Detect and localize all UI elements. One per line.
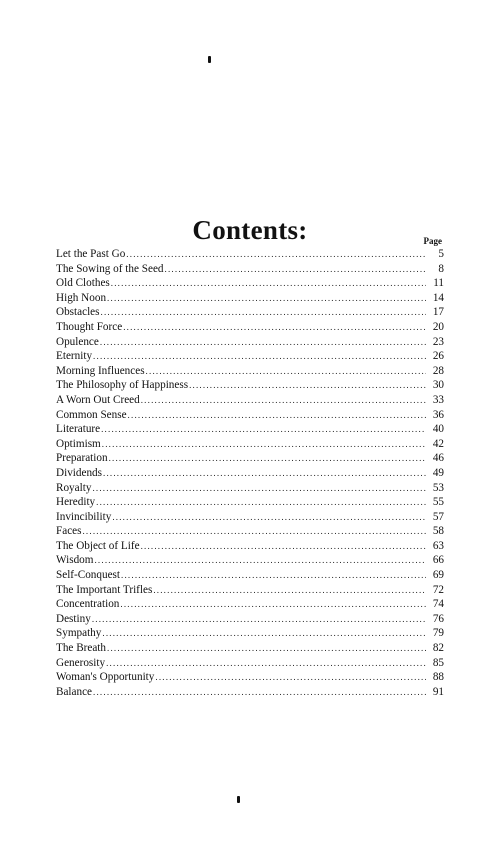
toc-entry: [56, 612, 444, 627]
toc-entry-title: Common Sense: [56, 408, 127, 421]
toc-entry-title: Old Clothes: [56, 277, 110, 290]
toc-entry: [56, 583, 444, 598]
dot-leader: [96, 495, 426, 510]
dot-leader: [93, 685, 426, 700]
dot-leader: [123, 320, 426, 335]
toc-entry-page: 5: [438, 248, 444, 260]
toc-entry-page: 91: [432, 685, 444, 698]
dot-leader: [153, 583, 426, 598]
toc-entry: [56, 656, 444, 671]
toc-entry-title: Concentration: [56, 598, 120, 611]
toc-entry-page: 11: [433, 277, 444, 290]
toc-entry-title: Destiny: [56, 612, 91, 625]
toc-entry-title: Sympathy: [56, 627, 102, 640]
toc-entry-title: Balance: [56, 685, 93, 698]
toc-entry-page: 66: [432, 554, 444, 567]
dot-leader: [112, 510, 426, 525]
toc-entry-title: The Object of Life: [56, 539, 140, 552]
dot-leader: [93, 349, 426, 364]
toc-entry-page: 79: [432, 627, 444, 640]
toc-entry-page: 40: [432, 423, 444, 436]
dot-leader: [146, 364, 426, 379]
toc-entry-title: Royalty: [56, 481, 92, 494]
toc-entry-page: 17: [432, 306, 444, 319]
toc-entry: [56, 553, 444, 568]
toc-entry-page: 49: [432, 466, 444, 479]
toc-entry-page: 76: [432, 612, 444, 625]
toc-entry-page: 20: [432, 320, 444, 333]
toc-entry-title: Self-Conquest: [56, 569, 121, 582]
dot-leader: [102, 437, 426, 452]
toc-entry-title: Obstacles: [56, 306, 100, 319]
toc-entry-title: The Sowing of the Seed: [56, 262, 164, 275]
toc-entry-page: 74: [432, 598, 444, 611]
toc-entry: [56, 685, 444, 700]
toc-entry: [56, 626, 444, 641]
dot-leader: [101, 422, 426, 437]
dot-leader: [141, 539, 426, 554]
dot-leader: [107, 641, 426, 656]
toc-entry-title: The Philosophy of Happiness: [56, 379, 189, 392]
toc-entry: [56, 466, 444, 481]
toc-entry: [56, 597, 444, 612]
toc-entry-title: The Breath: [56, 642, 107, 655]
toc-entry-title: Thought Force: [56, 320, 123, 333]
dot-leader: [107, 291, 426, 306]
dot-leader: [92, 612, 426, 627]
toc-entry-page: 36: [432, 408, 444, 421]
toc-entry-page: 72: [432, 583, 444, 596]
toc-entry-page: 53: [432, 481, 444, 494]
toc-entry: [56, 568, 444, 583]
toc-entry-page: 33: [432, 393, 444, 406]
dot-leader: [100, 335, 426, 350]
toc-entry-page: 63: [432, 539, 444, 552]
toc-entry: [56, 422, 444, 437]
toc-entry: [56, 393, 444, 408]
dot-leader: [101, 305, 427, 320]
toc-entry-title: A Worn Out Creed: [56, 393, 140, 406]
dot-leader: [103, 466, 426, 481]
toc-entry: [56, 408, 444, 423]
toc-entry-title: The Important Trifles: [56, 583, 153, 596]
toc-entry: [56, 641, 444, 656]
toc-entry: [56, 364, 444, 379]
toc-entry-title: Heredity: [56, 496, 96, 509]
dot-leader: [155, 670, 426, 685]
printer-mark-top: [208, 56, 211, 63]
dot-leader: [120, 597, 426, 612]
dot-leader: [92, 481, 426, 496]
toc-entry-title: Woman's Opportunity: [56, 671, 155, 684]
dot-leader: [106, 656, 426, 671]
dot-leader: [109, 451, 426, 466]
toc-entry-title: Literature: [56, 423, 101, 436]
page-title: Contents:: [192, 215, 308, 246]
toc-entry: [56, 305, 444, 320]
toc-entry-title: Preparation: [56, 452, 108, 465]
toc-entry-page: 28: [432, 364, 444, 377]
dot-leader: [141, 393, 426, 408]
dot-leader: [111, 276, 426, 291]
toc-entry: [56, 451, 444, 466]
toc-entry: [56, 539, 444, 554]
dot-leader: [94, 553, 426, 568]
page-column-header: Page: [423, 236, 442, 246]
toc-entry-title: Invincibility: [56, 510, 112, 523]
toc-entry-page: 55: [432, 496, 444, 509]
toc-entry: [56, 349, 444, 364]
toc-entry-title: Dividends: [56, 466, 102, 479]
toc-entry: [56, 481, 444, 496]
dot-leader: [128, 408, 426, 423]
toc-entry: [56, 291, 444, 306]
toc-entry-page: 88: [432, 671, 444, 684]
toc-entry-title: Morning Influences: [56, 364, 145, 377]
printer-mark-bottom: [237, 796, 240, 803]
toc-entry-page: 30: [432, 379, 444, 392]
toc-entry-title: Wisdom: [56, 554, 94, 567]
dot-leader: [189, 378, 426, 393]
dot-leader: [126, 247, 426, 262]
dot-leader: [82, 524, 426, 539]
toc-entry: [56, 670, 444, 685]
toc-entry: [56, 378, 444, 393]
toc-entry: [56, 320, 444, 335]
toc-entry: [56, 437, 444, 452]
toc-entry-title: Let the Past Go: [56, 248, 126, 260]
toc-entry: [56, 276, 444, 291]
toc-entry-title: Eternity: [56, 350, 93, 363]
table-of-contents: [56, 247, 444, 699]
dot-leader: [102, 626, 426, 641]
toc-entry-page: 85: [432, 656, 444, 669]
toc-entry: [56, 495, 444, 510]
toc-entry-page: 58: [432, 525, 444, 538]
toc-entry: [56, 335, 444, 350]
toc-entry-title: Opulence: [56, 335, 99, 348]
toc-entry-page: 57: [432, 510, 444, 523]
toc-entry-title: Faces: [56, 525, 82, 538]
toc-entry: [56, 524, 444, 539]
dot-leader: [121, 568, 426, 583]
toc-entry-title: High Noon: [56, 291, 107, 304]
toc-entry-page: 23: [432, 335, 444, 348]
dot-leader: [165, 262, 426, 277]
toc-entry-title: Optimism: [56, 437, 101, 450]
toc-entry-page: 82: [432, 642, 444, 655]
toc-entry: [56, 262, 444, 277]
toc-entry-page: 8: [438, 262, 444, 275]
toc-entry: [56, 510, 444, 525]
toc-entry-title: Generosity: [56, 656, 106, 669]
toc-entry-page: 42: [432, 437, 444, 450]
toc-entry-page: 26: [432, 350, 444, 363]
toc-entry-page: 69: [432, 569, 444, 582]
toc-entry: [56, 247, 444, 262]
toc-entry-page: 14: [432, 291, 444, 304]
toc-entry-page: 46: [432, 452, 444, 465]
